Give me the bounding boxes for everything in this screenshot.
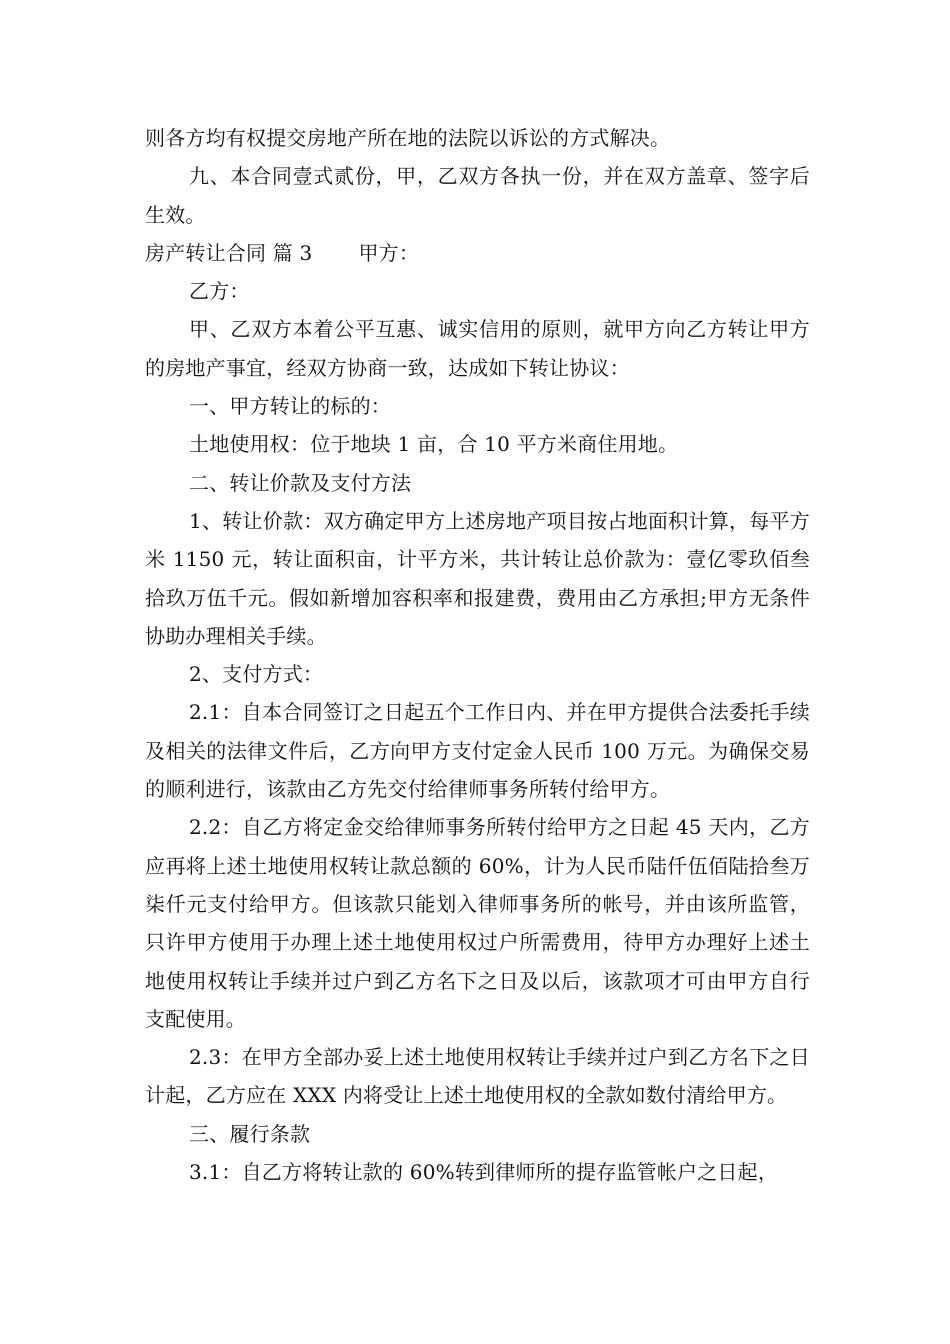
paragraph-payment-2-3: 2.3：在甲方全部办妥上述土地使用权转让手续并过户到乙方名下之日计起，乙方应在 XXX 内将受让上述土地使用权的全款如数付清给甲方。: [145, 1045, 810, 1108]
party-a-label: 甲方：: [358, 240, 420, 265]
paragraph-clause-nine: 九、本合同壹式贰份，甲，乙双方各执一份，并在双方盖章、签字后生效。: [145, 164, 810, 227]
clause-heading-subject: 一、甲方转让的标的：: [189, 394, 391, 419]
paragraph-dispute-resolution: 则各方均有权提交房地产所在地的法院以诉讼的方式解决。: [145, 126, 671, 150]
paragraph-payment-2-2: 2.2：自乙方将定金交给律师事务所转付给甲方之日起 45 天内，乙方应再将上述土地使用权转让款总额的 60%，计为人民币陆仟伍佰陆拾叁万柒仟元支付给甲方。但该款只能划入律师事务所的帐号，并由该所监管，只许甲方使用于办理上述土地使用权过户所需费用，待甲方办理好上述土地使用权转让手续并过户到乙方名下之日及以后，该款项才可由甲方自行支配使用。: [145, 815, 810, 1031]
paragraph-land-use-right: 土地使用权：位于地块 1 亩，合 10 平方米商住用地。: [189, 432, 679, 457]
paragraph-payment-2-1: 2.1：自本合同签订之日起五个工作日内、并在甲方提供合法委托手续及相关的法律文件后，乙方向甲方支付定金人民币 100 万元。为确保交易的顺利进行，该款由乙方先交付给律师事务所转付给甲方。: [145, 700, 810, 802]
section-title: 房产转让合同 篇 3: [145, 240, 313, 265]
party-b-label: 乙方：: [189, 279, 250, 304]
paragraph-performance-3-1: 3.1：自乙方将转让款的 60%转到律师所的提存监管帐户之日起，: [189, 1160, 779, 1185]
paragraph-preamble: 甲、乙双方本着公平互惠、诚实信用的原则，就甲方向乙方转让甲方的房地产事宜，经双方协商一致，达成如下转让协议：: [145, 317, 810, 380]
paragraph-transfer-price: 1、转让价款：双方确定甲方上述房地产项目按占地面积计算，每平方米 1150 元，转让面积亩，计平方米，共计转让总价款为：壹亿零玖佰叁拾玖万伍千元。假如新增加容积率和报建费，费用由乙方承担;甲方无条件协助办理相关手续。: [145, 508, 810, 648]
clause-heading-payment: 2、支付方式：: [189, 662, 324, 687]
section-heading: [145, 234, 810, 272]
contract-text: [145, 119, 810, 1191]
clause-heading-performance: 三、履行条款: [189, 1121, 311, 1146]
clause-heading-price: 二、转让价款及支付方法: [189, 470, 412, 495]
